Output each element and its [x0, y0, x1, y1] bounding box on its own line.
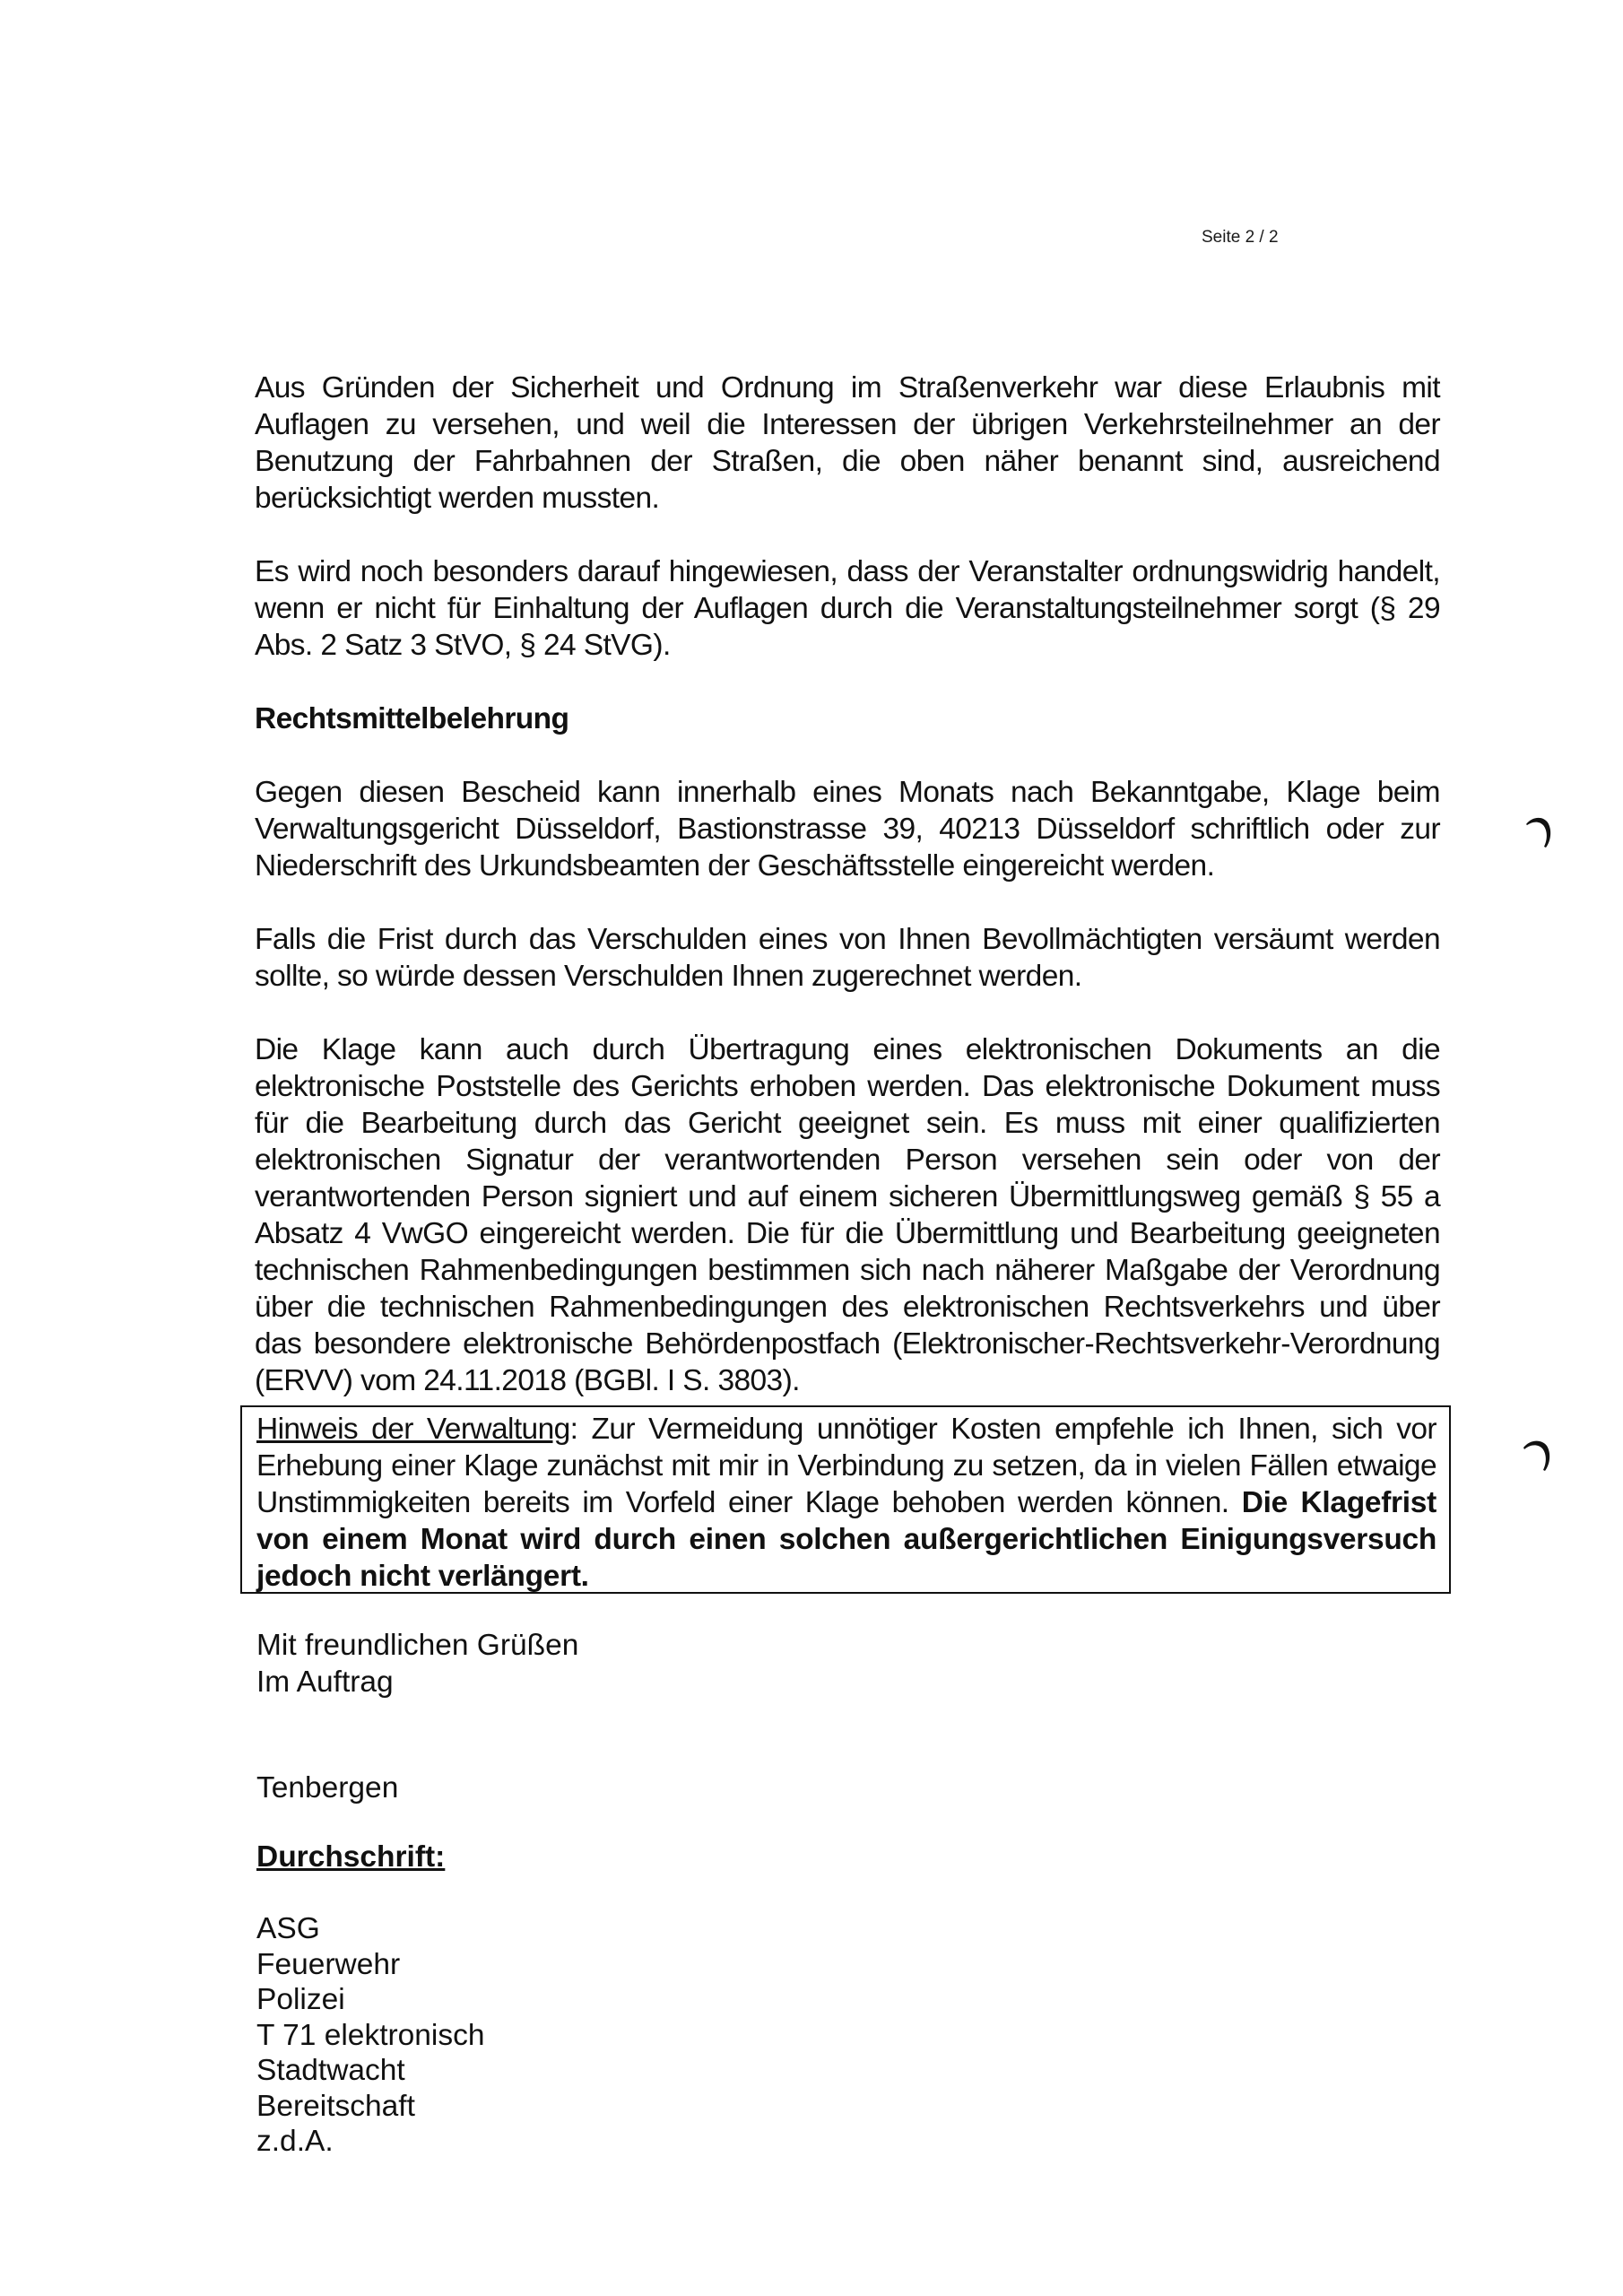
copy-recipient: T 71 elektronisch [256, 2018, 485, 2052]
copy-recipient: Stadtwacht [256, 2054, 405, 2087]
letter-body [255, 370, 1440, 1399]
administration-notice-box [240, 1405, 1451, 1594]
copy-recipient: Feuerwehr [256, 1947, 401, 1981]
signer-name: Tenbergen [256, 1771, 399, 1805]
paragraph-deadline-fault: Falls die Frist durch das Verschulden eines von Ihnen Bevollmächtigten versäumt werden sollte, so würde dessen Verschulden Ihnen zugerechnet werden. [255, 923, 1440, 993]
paragraph-court-filing: Gegen diesen Bescheid kann innerhalb eines Monats nach Bekanntgabe, Klage beim Verwaltungsgericht Düsseldorf, Bastionstrasse 39, 40213 Düsseldorf schriftlich oder zur Niederschrift des Urkundsbeamten der Geschäftsstelle eingereicht werden. [255, 776, 1440, 883]
copy-recipient: Polizei [256, 1983, 345, 2016]
section-heading-legal-remedy: Rechtsmittelbelehrung [255, 702, 569, 735]
notice-text: Zur Vermeidung unnötiger Kosten empfehle ich Ihnen, sich vor Erhebung einer Klage zunächst mit mir in Verbindung zu setzen, da in vielen Fällen etwaige Unstimmigkeiten bereits im Vorfeld einer Klage behoben werden können. [256, 1413, 1436, 1519]
closing-greeting: Mit freundlichen Grüßen [256, 1629, 579, 1662]
paragraph-electronic-filing: Die Klage kann auch durch Übertragung eines elektronischen Dokuments an die elektronische Poststelle des Gerichts erhoben werden. Das elektronische Dokument muss für die Bearbeitung durch das Gericht geeignet sein. Es muss mit einer qualifizierten elektronischen Signatur der verantwortenden Person versehen sein oder von der verantwortenden Person signiert und auf einem sicheren Übermittlungsweg gemäß § 55 a Absatz 4 VwGO eingereicht werden. Die für die Übermittlung und Bearbeitung geeigneten technischen Rahmenbedingungen bestimmen sich nach näherer Maßgabe der Verordnung über die technischen Rahmenbedingungen des elektronischen Rechtsverkehrs und über das besondere elektronische Behördenpostfach (Elektronischer-Rechtsverkehr-Verordnung (ERVV) vom 24.11.2018 (BGBl. I S. 3803). [255, 1033, 1440, 1397]
closing-block [256, 1627, 578, 1700]
copy-recipient: Bereitschaft [256, 2089, 415, 2123]
copies-list [256, 1911, 485, 2160]
copy-recipient: ASG [256, 1912, 320, 1945]
paragraph-conditions-reason: Aus Gründen der Sicherheit und Ordnung im Straßenverkehr war diese Erlaubnis mit Auflagen zu versehen, und weil die Interessen der übrigen Verkehrsteilnehmer an der Benutzung der Fahrbahnen der Straßen, die oben näher benannt sind, ausreichend berücksichtigt werden mussten. [255, 371, 1440, 515]
paragraph-organizer-liability: Es wird noch besonders darauf hingewiesen, dass der Veranstalter ordnungswidrig handelt, wenn er nicht für Einhaltung der Auflagen durch die Veranstaltungsteilnehmer sorgt (§ 29 Abs. 2 Satz 3 StVO, § 24 StVG). [255, 555, 1440, 662]
notice-separator: : [569, 1413, 592, 1446]
margin-check-mark-icon [1521, 1435, 1557, 1480]
notice-label: Hinweis der Verwaltung [256, 1413, 570, 1446]
notice-bold-text: Die Klagefrist von einem Monat wird durch einen solchen außergerichtlichen Einigungsversuch jedoch nicht verlängert. [256, 1486, 1436, 1593]
closing-on-behalf: Im Auftrag [256, 1665, 394, 1699]
copy-recipient: z.d.A. [256, 2125, 334, 2158]
copies-title: Durchschrift: [256, 1840, 446, 1874]
margin-check-mark-icon [1523, 812, 1558, 857]
page-number: Seite 2 / 2 [1202, 228, 1279, 247]
